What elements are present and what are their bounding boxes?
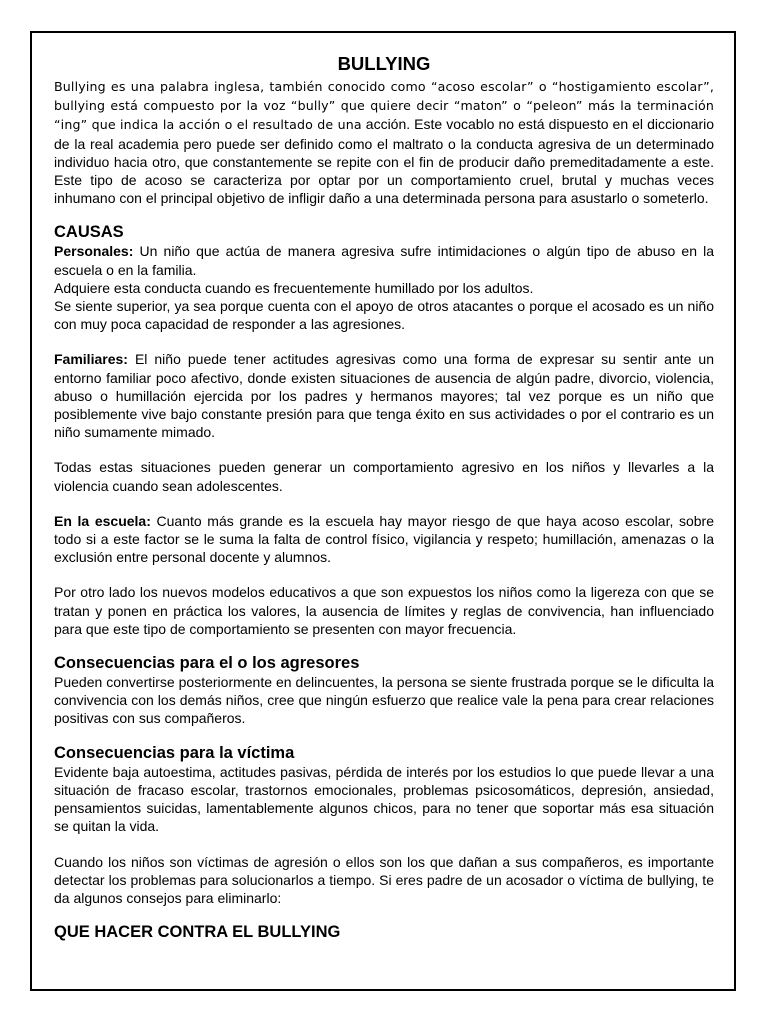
escuela-label: En la escuela: <box>54 512 151 529</box>
personales-paragraph <box>54 242 714 278</box>
intro-text-part2: acción. Este vocablo no está dispuesto en el diccionario de la real academia pero puede ser definido como el maltrato o la conducta agresiva de un determinado individuo hacia otro, que constantemente se repite con el fin de producir daño premeditadamente a este. Este tipo de acoso se caracteriza por optar por un comportamiento cruel, brutal y muchas veces inhumano con el principal objetivo de infligir daño a una determinada persona para asustarlo o someterlo. <box>54 116 714 207</box>
escuela-text: Cuanto más grande es la escuela hay mayor riesgo de que haya acoso escolar, sobre todo si a este factor se le suma la falta de control físico, vigilancia y respeto; humillación, amenazas o la exclusión entre personal docente y alumnos. <box>54 512 714 566</box>
cuando-paragraph: Cuando los niños son víctimas de agresión o ellos son los que dañan a sus compañeros, es importante detectar los problemas para solucionarlos a tiempo. Si eres padre de un acosador o víctima de bullying, te da algunos consejos para eliminarlo: <box>54 853 714 906</box>
personales-line3: Se siente superior, ya sea porque cuenta con el apoyo de otros atacantes o porque el acosado es un niño con muy poca capacidad de responder a las agresiones. <box>54 298 714 333</box>
otro-lado-paragraph: Por otro lado los nuevos modelos educativos a que son expuestos los niños como la ligereza con que se tratan y ponen en práctica los valores, la ausencia de límites y reglas de convivencia, han influenciado para que este tipo de comportamiento se presenten con mayor frecuencia. <box>54 584 714 637</box>
document-page <box>30 31 736 991</box>
personales-label: Personales: <box>54 243 134 260</box>
familiares-paragraph <box>54 350 714 441</box>
document-title: BULLYING <box>337 53 431 74</box>
personales-line2: Adquiere esta conducta cuando es frecuentemente humillado por los adultos. <box>54 279 534 296</box>
que-hacer-heading: QUE HACER CONTRA EL BULLYING <box>54 923 341 942</box>
escuela-paragraph <box>54 512 714 567</box>
personales-text: Un niño que actúa de manera agresiva sufre intimidaciones o algún tipo de abuso en la escuela o en la familia. <box>54 243 714 278</box>
victima-heading: Consecuencias para la víctima <box>54 743 295 762</box>
todas-paragraph: Todas estas situaciones pueden generar un comportamiento agresivo en los niños y llevarles a la violencia cuando sean adolescentes. <box>54 459 714 494</box>
familiares-label: Familiares: <box>54 351 128 368</box>
victima-paragraph: Evidente baja autoestima, actitudes pasivas, pérdida de interés por los estudios lo que puede llevar a una situación de fracaso escolar, trastornos emocionales, problemas psicosomáticos, depresión, ansiedad, pensamientos suicidas, lamentablemente algunos chicos, para no tener que soportar más esa situación se quitan la vida. <box>54 763 714 835</box>
agresores-paragraph: Pueden convertirse posteriormente en delincuentes, la persona se siente frustrada porque se le dificulta la convivencia con los demás niños, cree que ningún esfuerzo que realice vale la pena para crear relaciones positivas con sus compañeros. <box>54 674 714 727</box>
intro-text-part1: Bullying es una palabra inglesa, también conocido como “acoso escolar” o “hostigamiento escolar”, bullying está compuesto por la voz “bully” que quiere decir “maton” o “peleon” más la terminación “ing” que indica la acción o el resultado de una <box>54 79 714 133</box>
intro-paragraph <box>54 77 714 207</box>
agresores-heading: Consecuencias para el o los agresores <box>54 654 360 673</box>
familiares-text: El niño puede tener actitudes agresivas como una forma de expresar su sentir ante un entorno familiar poco afectivo, donde existen situaciones de ausencia de algún padre, divorcio, violencia, abuso o humillación ejercida por los padres y hermanos mayores; tal vez porque es un niño que posiblemente vive bajo constante presión para que tenga éxito en sus actividades o por el contrario es un niño sumamente mimado. <box>54 351 714 441</box>
causas-heading: CAUSAS <box>54 223 124 242</box>
